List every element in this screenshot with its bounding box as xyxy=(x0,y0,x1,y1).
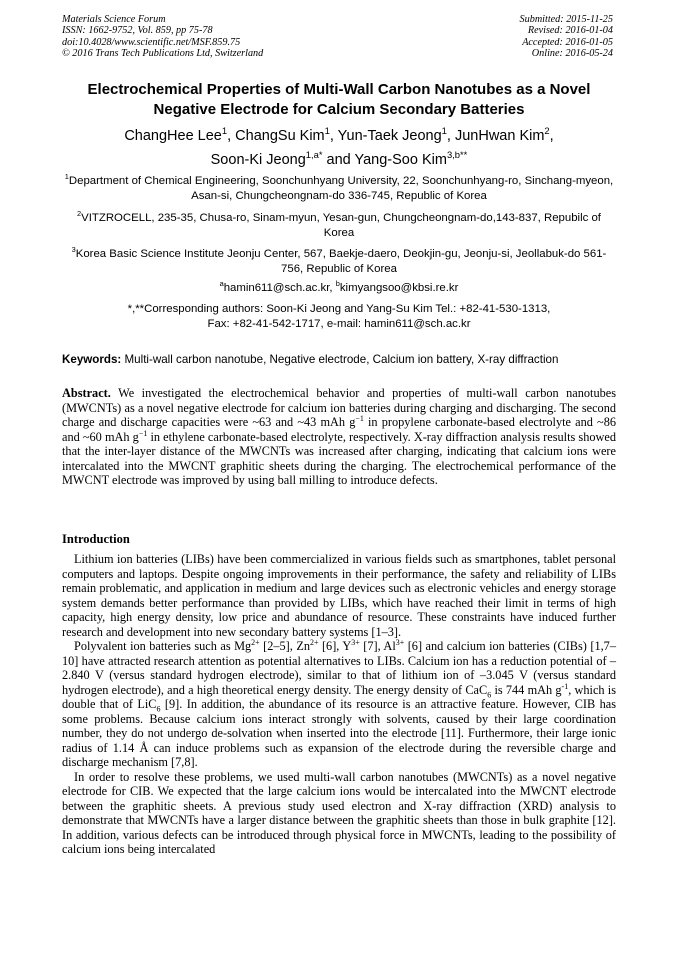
affiliation-mark: 3 xyxy=(71,245,76,255)
affiliation-1 xyxy=(62,174,616,204)
author-affiliation-mark: 1 xyxy=(324,125,330,137)
paragraph: Polyvalent ion batteries such as $Mg^{2+}$ [2–5], $Zn^{2+}$ [6], $Y^{3+}$ [7], $Al^{3+}$ [6] and calcium ion batteries (CIBs) [1,7–10] have attracted research attention as potential alternatives to LIBs. Calcium ion has a reduction potential of –2.840 V (versus standard hydrogen electrode), similar to that of lithium ion of –3.045 V (versus standard hydrogen electrode), and a high theoretical energy density. The energy density of CaC$_6$ is 744 mAh $g^{-1}$, which is double that of LiC$_6$ [9]. In addition, the abundance of its resource is an attractive feature. However, CIB has some problems. Because calcium ions interact strongly with solvents, caused by their large coordination number, they do not undergo de-solvation when inserted into the electrode [11]. Furthermore, their large ionic radius of 1.14 Å can induce problems such as expansion of the electrode during the reversible charge and discharge mechanism [7,8]. xyxy=(62,637,616,769)
journal-info xyxy=(62,14,263,59)
doi-line: doi:10.4028/www.scientific.net/MSF.859.75 xyxy=(62,36,241,48)
author-list: ChangHee Lee$^1$, ChangSu Kim$^1$, Yun-Taek Jeong$^1$, JunHwan Kim$^2$, Soon-Ki Jeong$^{1,a*}$ and Yang-Soo Kim$^{3,b**}$ xyxy=(124,125,554,168)
author-name: and Yang-Soo Kim xyxy=(326,152,447,168)
revised-date: Revised: 2016-01-04 xyxy=(527,25,613,37)
superscript: −1 xyxy=(355,413,364,423)
corresponding-authors xyxy=(62,302,616,332)
author-name: Yun-Taek Jeong xyxy=(337,128,442,144)
author-affiliation-mark: 1 xyxy=(221,125,228,137)
corresponding-line-2: Fax: +82-41-542-1717, e-mail: hamin611@sch.ac.kr xyxy=(207,318,471,330)
accepted-date: Accepted: 2016-01-05 xyxy=(522,36,613,48)
superscript: −1 xyxy=(138,428,148,438)
author-affiliation-mark: 1 xyxy=(441,125,447,137)
email-mark: b xyxy=(335,279,340,289)
paragraph: Lithium ion batteries (LIBs) have been commercialized in various fields such as smartphones, tablet personal computers and laptops. Despite ongoing improvements in their performance, the safety and reliability of LIBs remain problematic, and application in medium and large devices such as electronic vehicles and energy storage system demands better performance than provided by LIBs, which have reached their limit in terms of high capacity, high energy density, low price and abundance of resource. These constraints have induced further research and development into new secondary battery systems [1–3]. xyxy=(62,552,616,639)
affiliation-text: Korea Basic Science Institute Jeonju Center, 567, Baekje-daero, Deokjin-gu, Jeonju-si, Jeollabuk-do 561-756, Republic of Korea xyxy=(75,248,607,275)
affiliation-text: Department of Chemical Engineering, Soonchunhyang University, 22, Soonchunhyang-ro, Sinchang-myeon, Asan-si, Chungcheongnam-do 336-745, Republic of Korea xyxy=(68,175,614,202)
paragraph: In order to resolve these problems, we used multi-wall carbon nanotubes (MWCNTs) as a novel negative electrode for CIB. We expected that the large calcium ions would be intercalated into the MWCNT electrode between the graphitic sheets. A previous study used electron and X-ray diffraction (XRD) analysis to demonstrate that MWCNTs have a larger distance between the graphitic sheets than those in bulk graphite [12]. In addition, various defects can be introduced through physical force in MWCNTs, leading to the possibility of calcium ions being intercalated xyxy=(62,769,616,856)
copyright-line: © 2016 Trans Tech Publications Ltd, Switzerland xyxy=(62,47,264,59)
keywords-label: Keywords: xyxy=(62,353,122,366)
affiliation-2 xyxy=(62,211,616,241)
affiliation-3 xyxy=(62,247,616,277)
corresponding-line-1: *,**Corresponding authors: Soon-Ki Jeong and Yang-Su Kim Tel.: +82-41-530-1313, xyxy=(127,303,551,315)
issn-line: ISSN: 1662-9752, Vol. 859, pp 75-78 xyxy=(62,25,213,37)
journal-name: Materials Science Forum xyxy=(62,14,166,25)
email-b: kimyangsoo@kbsi.re.kr xyxy=(339,282,459,294)
section-heading: Introduction xyxy=(62,532,130,546)
email-addresses xyxy=(62,281,616,296)
abstract-text: in ethylene carbonate-based electrolyte, respectively. X-ray diffraction analysis results showed that the inter-layer distance of the MWCNTs was increased after charging, indicating that calcium ions were intercalated into the MWCNT graphitic sheets during the charging. The electrochemical performance of the MWCNT electrode was improved by using ball milling to introduce defects. xyxy=(62,429,616,487)
author-affiliation-mark: 3,b** xyxy=(446,149,468,161)
email-mark: a xyxy=(219,279,224,289)
keywords-text: Multi-wall carbon nanotube, Negative electrode, Calcium ion battery, X-ray diffraction xyxy=(124,353,559,366)
author-name: JunHwan Kim xyxy=(454,128,545,144)
online-date: Online: 2016-05-24 xyxy=(531,47,613,59)
author-name: Soon-Ki Jeong xyxy=(210,152,306,168)
author-affiliation-mark: 1,a* xyxy=(305,149,323,161)
author-name: ChangHee Lee xyxy=(124,128,222,144)
affiliation-mark: 2 xyxy=(77,209,82,219)
publication-dates xyxy=(520,14,613,59)
introduction-body xyxy=(62,552,616,857)
abstract-label: Abstract. xyxy=(62,386,111,400)
author-name: ChangSu Kim xyxy=(235,128,325,144)
submitted-date: Submitted: 2015-11-25 xyxy=(519,14,613,25)
abstract xyxy=(62,386,616,488)
affiliation-mark: 1 xyxy=(64,172,69,182)
abstract-text: We investigated the electrochemical behavior and properties of multi-wall carbon nanotubes (MWCNTs) as a novel negative electrode for calcium ion batteries during charging and discharging. The second charge and discharge capacities were ~63 and ~43 mAh g xyxy=(62,386,616,429)
abstract-text: in propylene carbonate-based electrolyte and ~86 and ~60 mAh g xyxy=(62,415,617,444)
paper-title: Electrochemical Properties of Multi-Wall Carbon Nanotubes as a Novel Negative Electrode for Calcium Secondary Batteries xyxy=(87,81,591,118)
author-affiliation-mark: 2 xyxy=(544,125,550,137)
email-a: hamin611@sch.ac.kr, xyxy=(223,282,333,294)
keywords xyxy=(62,352,617,367)
affiliation-text: VITZROCELL, 235-35, Chusa-ro, Sinam-myun, Yesan-gun, Chungcheongnam-do,143-837, Repubilc of Korea xyxy=(81,212,601,239)
